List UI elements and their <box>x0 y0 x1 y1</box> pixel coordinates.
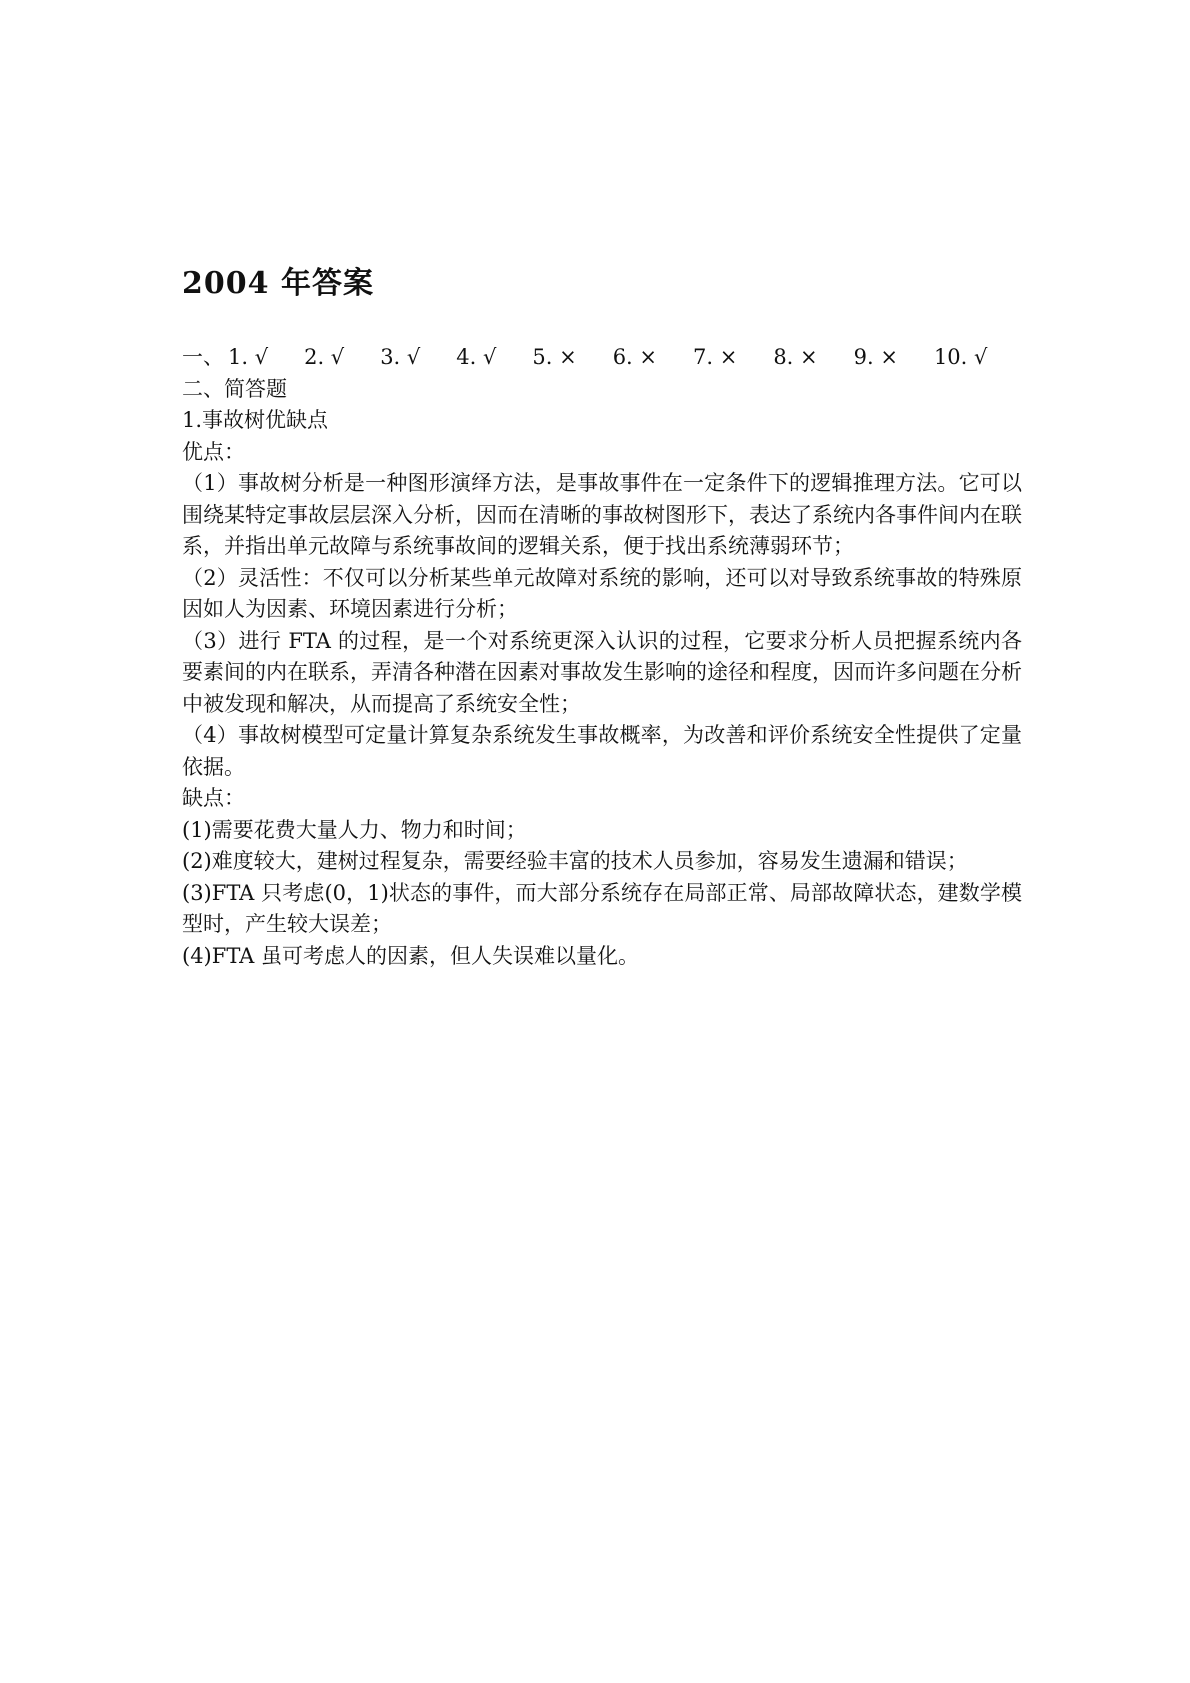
advantage-paragraph: （2）灵活性：不仅可以分析某些单元故障对系统的影响，还可以对导致系统事故的特殊原因如人为因素、环境因素进行分析； <box>182 565 1022 621</box>
answer-item: 3. √ <box>380 345 421 369</box>
answer-item: 8. × <box>773 345 818 369</box>
answer-item: 9. × <box>853 345 898 369</box>
disadvantages-label: 缺点： <box>182 786 245 810</box>
section-two-heading: 二、简答题 <box>182 376 287 401</box>
answer-item: 7. × <box>693 345 738 369</box>
advantage-paragraph: （4）事故树模型可定量计算复杂系统发生事故概率，为改善和评价系统安全性提供了定量依据。 <box>182 723 1022 779</box>
advantage-paragraph: （1）事故树分析是一种图形演绎方法，是事故事件在一定条件下的逻辑推理方法。它可以围绕某特定事故层层深入分析，因而在清晰的事故树图形下，表达了系统内各事件间内在联系，并指出单元故障与系统事故间的逻辑关系，便于找出系统薄弱环节； <box>182 471 1022 558</box>
page-title: 2004 年答案 <box>182 266 374 301</box>
disadvantage-paragraph: (3)FTA 只考虑(0，1)状态的事件，而大部分系统存在局部正常、局部故障状态，建数学模型时，产生较大误差； <box>182 880 1022 936</box>
true-false-answers <box>182 342 1022 374</box>
answer-item: 6. × <box>612 345 657 369</box>
answer-item: 5. × <box>532 345 577 369</box>
section-one-prefix: 一、 <box>182 345 224 369</box>
question-title: 1.事故树优缺点 <box>182 408 329 432</box>
document-page <box>182 262 1022 972</box>
disadvantage-paragraph: (2)难度较大，建树过程复杂，需要经验丰富的技术人员参加，容易发生遗漏和错误； <box>182 849 968 873</box>
answer-item: 10. √ <box>933 345 988 369</box>
answer-item: 2. √ <box>304 345 345 369</box>
advantages-label: 优点： <box>182 439 245 464</box>
disadvantage-paragraph: (4)FTA 虽可考虑人的因素，但人失误难以量化。 <box>182 943 640 968</box>
disadvantage-paragraph: (1)需要花费大量人力、物力和时间； <box>182 817 527 842</box>
advantage-paragraph: （3）进行 FTA 的过程，是一个对系统更深入认识的过程，它要求分析人员把握系统内各要素间的内在联系，弄清各种潜在因素对事故发生影响的途径和程度，因而许多问题在分析中被发现和解决，从而提高了系统安全性； <box>182 628 1022 716</box>
answer-item: 1. √ <box>228 345 269 369</box>
answer-item: 4. √ <box>456 345 497 369</box>
